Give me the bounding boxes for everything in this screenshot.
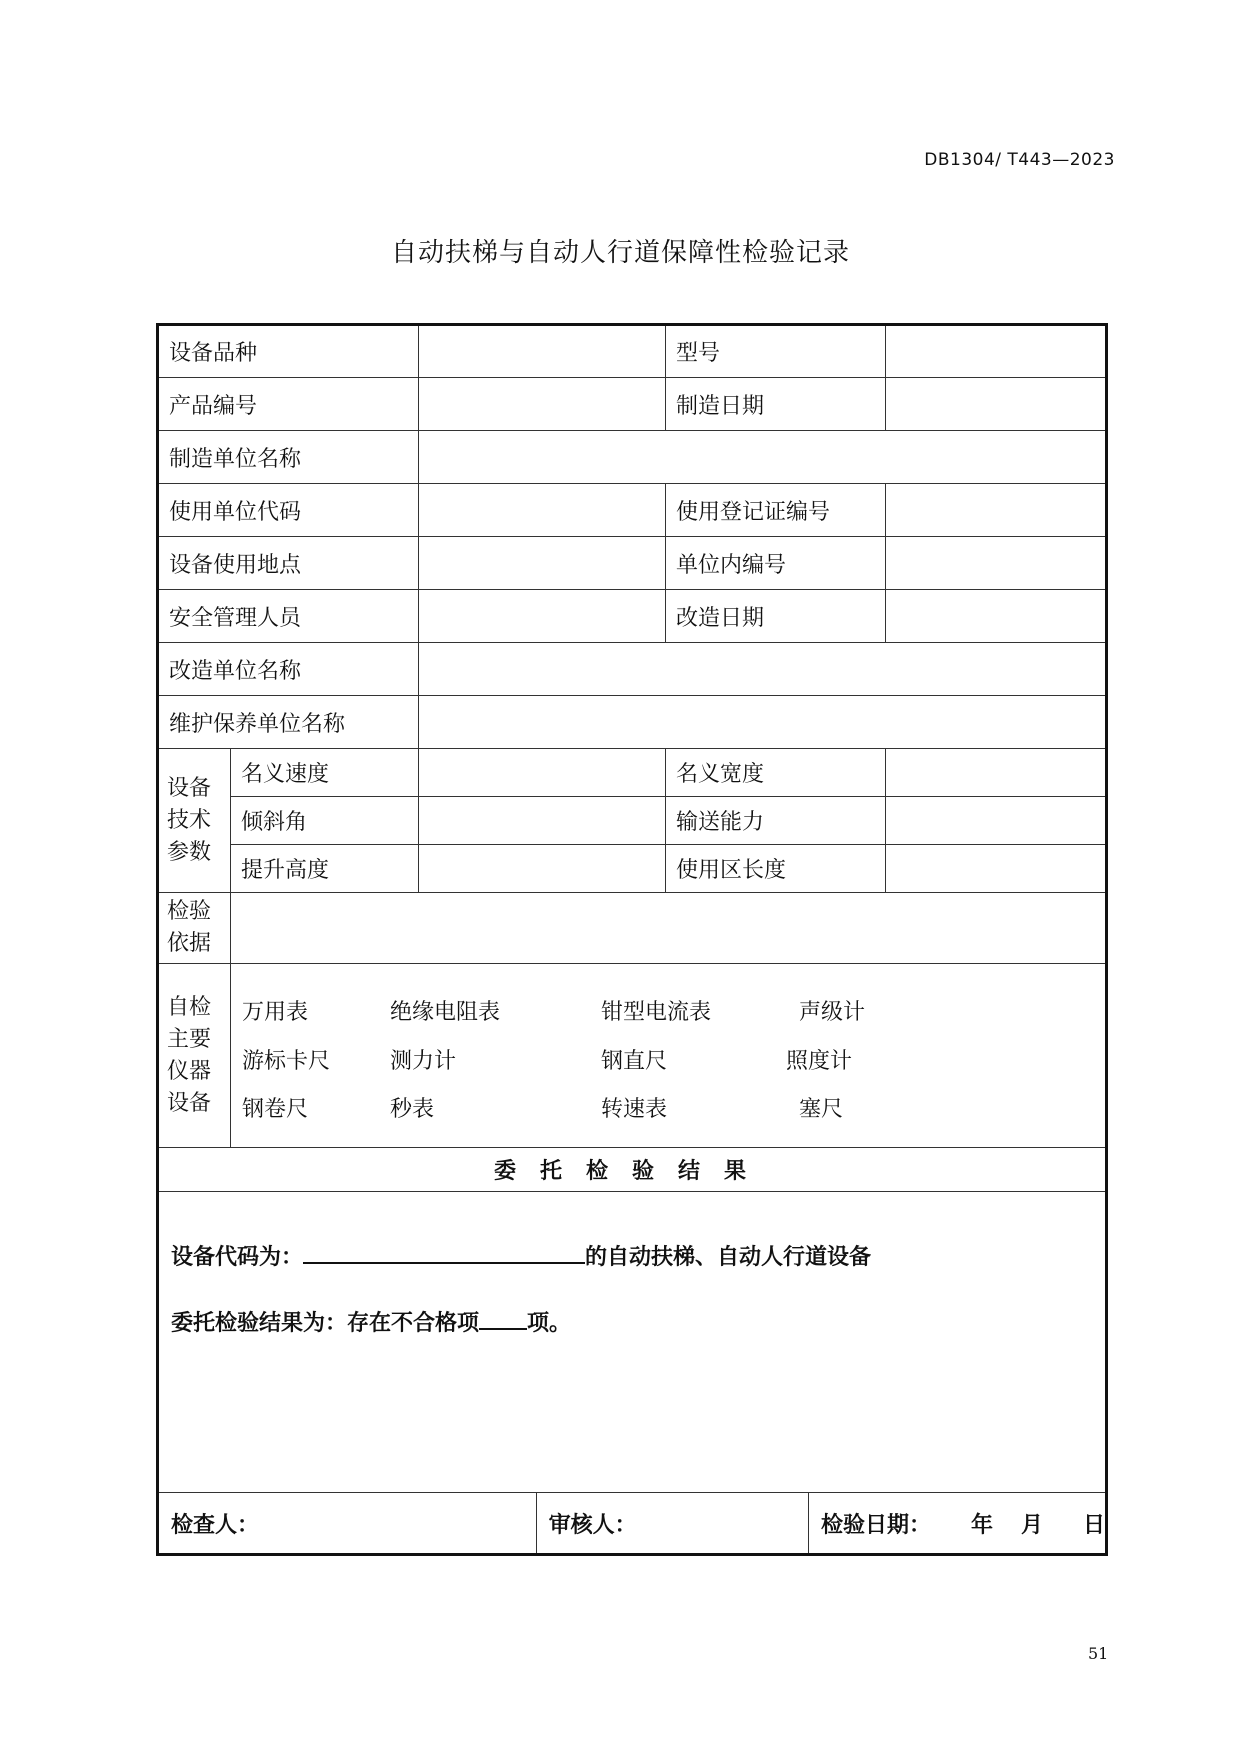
label-tech-params: 设备技术参数 <box>158 749 231 893</box>
value-safety-manager[interactable] <box>419 590 666 643</box>
inspector-signature[interactable] <box>159 1493 537 1553</box>
value-capacity[interactable] <box>886 797 1107 845</box>
label-manufacturer: 制造单位名称 <box>158 431 419 484</box>
label-location: 设备使用地点 <box>158 537 419 590</box>
table-row <box>158 537 1107 590</box>
instrument-item: 绝缘电阻表 <box>390 1000 501 1025</box>
instrument-item: 转速表 <box>601 1097 668 1122</box>
table-row <box>158 964 1107 1148</box>
device-code-blank[interactable] <box>303 1236 585 1264</box>
instrument-item: 钢卷尺 <box>242 1097 309 1122</box>
instrument-item: 照度计 <box>786 1049 853 1074</box>
value-location[interactable] <box>419 537 666 590</box>
section-title-result: 委托检验结果 <box>158 1148 1107 1192</box>
device-code-suffix: 的自动扶梯、自动人行道设备 <box>585 1245 872 1270</box>
instrument-list <box>231 964 1107 1148</box>
table-row <box>158 749 1107 797</box>
table-row <box>158 797 1107 845</box>
instrument-item: 钳型电流表 <box>601 1000 712 1025</box>
failures-count-blank[interactable] <box>479 1302 527 1330</box>
table-row <box>158 696 1107 749</box>
table-row <box>158 643 1107 696</box>
table-row <box>158 484 1107 537</box>
date-day-label: 日 <box>1083 1512 1106 1538</box>
label-model: 型号 <box>666 325 886 378</box>
value-rated-width[interactable] <box>886 749 1107 797</box>
label-incline-angle: 倾斜角 <box>231 797 419 845</box>
failures-suffix: 项。 <box>527 1311 572 1336</box>
value-maintenance-unit[interactable] <box>419 696 1107 749</box>
instrument-item: 声级计 <box>799 1000 866 1025</box>
table-row <box>158 590 1107 643</box>
value-model[interactable] <box>886 325 1107 378</box>
label-usable-length: 使用区长度 <box>666 845 886 893</box>
result-line-failures <box>171 1302 1093 1368</box>
result-content <box>158 1192 1107 1493</box>
value-renovation-date[interactable] <box>886 590 1107 643</box>
date-month-label: 月 <box>1020 1512 1043 1538</box>
reviewer-label: 审核人： <box>548 1512 637 1538</box>
signature-row <box>158 1493 1107 1555</box>
table-row <box>158 325 1107 378</box>
value-device-type[interactable] <box>419 325 666 378</box>
value-mfg-date[interactable] <box>886 378 1107 431</box>
date-label: 检验日期： <box>820 1512 931 1538</box>
value-renovation-unit[interactable] <box>419 643 1107 696</box>
label-mfg-date: 制造日期 <box>666 378 886 431</box>
label-product-no: 产品编号 <box>158 378 419 431</box>
label-renovation-unit: 改造单位名称 <box>158 643 419 696</box>
label-rated-speed: 名义速度 <box>231 749 419 797</box>
label-instruments: 自检主要仪器设备 <box>158 964 231 1148</box>
instrument-item: 钢直尺 <box>601 1049 668 1074</box>
instrument-item: 游标卡尺 <box>242 1049 331 1074</box>
label-internal-no: 单位内编号 <box>666 537 886 590</box>
value-usable-length[interactable] <box>886 845 1107 893</box>
label-inspection-basis: 检验依据 <box>158 893 231 964</box>
result-line-device-code <box>171 1236 1093 1302</box>
table-row <box>158 1192 1107 1493</box>
instrument-item: 测力计 <box>390 1049 457 1074</box>
label-capacity: 输送能力 <box>666 797 886 845</box>
label-user-code: 使用单位代码 <box>158 484 419 537</box>
label-rise: 提升高度 <box>231 845 419 893</box>
value-user-code[interactable] <box>419 484 666 537</box>
label-reg-cert-no: 使用登记证编号 <box>666 484 886 537</box>
inspection-date[interactable] <box>809 1493 1105 1553</box>
label-safety-manager: 安全管理人员 <box>158 590 419 643</box>
instrument-item: 万用表 <box>242 1000 309 1025</box>
value-inspection-basis[interactable] <box>231 893 1107 964</box>
label-rated-width: 名义宽度 <box>666 749 886 797</box>
table-row <box>158 1148 1107 1192</box>
label-device-type: 设备品种 <box>158 325 419 378</box>
value-reg-cert-no[interactable] <box>886 484 1107 537</box>
label-renovation-date: 改造日期 <box>666 590 886 643</box>
table-row <box>158 378 1107 431</box>
inspector-label: 检查人： <box>171 1512 260 1538</box>
value-rated-speed[interactable] <box>419 749 666 797</box>
value-rise[interactable] <box>419 845 666 893</box>
device-code-prefix: 设备代码为： <box>171 1245 304 1270</box>
failures-prefix: 委托检验结果为：存在不合格项 <box>171 1311 480 1336</box>
page-title: 自动扶梯与自动人行道保障性检验记录 <box>390 238 850 268</box>
inspection-record-table <box>156 323 1108 1556</box>
instrument-item: 塞尺 <box>799 1097 844 1122</box>
document-code: DB1304/ T443—2023 <box>924 150 1115 170</box>
value-incline-angle[interactable] <box>419 797 666 845</box>
reviewer-signature[interactable] <box>537 1493 809 1553</box>
table-row <box>158 893 1107 964</box>
value-product-no[interactable] <box>419 378 666 431</box>
table-row <box>158 1493 1107 1555</box>
date-year-label: 年 <box>970 1512 993 1538</box>
table-row <box>158 431 1107 484</box>
page-number: 51 <box>1088 1644 1109 1663</box>
table-row <box>158 845 1107 893</box>
label-maintenance-unit: 维护保养单位名称 <box>158 696 419 749</box>
value-manufacturer[interactable] <box>419 431 1107 484</box>
value-internal-no[interactable] <box>886 537 1107 590</box>
instrument-item: 秒表 <box>390 1097 435 1122</box>
